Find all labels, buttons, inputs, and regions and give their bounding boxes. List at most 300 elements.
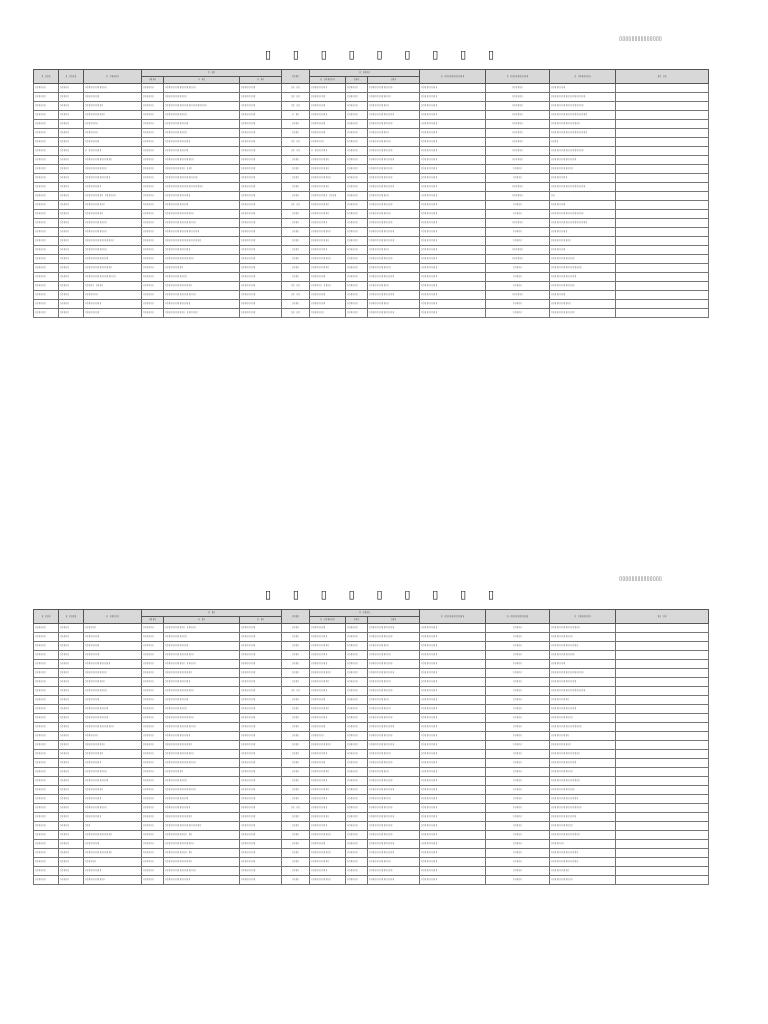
- table-cell: ▯▯▯▯▯▯▯▯▯▯▯▯▯▯: [368, 840, 420, 849]
- table-cell: ▯▯▯▯▯▯▯▯▯: [420, 822, 486, 831]
- table-cell: ▯▯▯▯▯▯: [142, 822, 164, 831]
- table-cell: ▯▯▯▯▯▯▯▯▯▯: [310, 678, 346, 687]
- table-cell: ▯▯▯▯▯▯▯▯: [310, 93, 346, 102]
- table-cell: ▯▯▯▯▯▯▯▯▯▯: [310, 264, 346, 273]
- table-body: [34, 624, 709, 885]
- table-cell: ▯▯▯▯▯▯▯▯▯: [420, 111, 486, 120]
- table-cell: ▯▯▯▯▯▯▯▯▯▯▯▯▯: [368, 633, 420, 642]
- table-row: [34, 696, 709, 705]
- table-cell: ▯▯▯▯▯▯▯▯▯▯▯▯▯▯▯: [550, 849, 616, 858]
- table-cell: ▯▯▯▯▯▯: [34, 660, 59, 669]
- column-header: ▯ ▯▯▯▯▯▯▯▯▯▯▯: [420, 610, 486, 624]
- table-cell: ▯▯▯▯▯▯▯▯▯: [420, 660, 486, 669]
- table-cell: ▯▯▯▯▯▯▯▯: [240, 111, 282, 120]
- table-cell: ▯▯▯▯▯▯▯▯▯▯▯: [310, 876, 346, 885]
- table-cell: ▯▯▯▯▯▯▯▯: [310, 273, 346, 282]
- table-cell: ▯▯▯▯▯▯▯▯: [310, 291, 346, 300]
- table-cell: ▯▯▯▯▯▯: [34, 669, 59, 678]
- table-cell: ▯▯▯▯: [282, 750, 310, 759]
- table-cell: ▯▯▯▯▯▯▯▯: [240, 678, 282, 687]
- table-cell: ▯▯▯▯: [282, 723, 310, 732]
- table-cell: ▯▯▯▯▯▯▯▯: [240, 210, 282, 219]
- table-cell: ▯▯▯: [84, 822, 142, 831]
- table-row: [34, 129, 709, 138]
- table-cell: [616, 228, 709, 237]
- table-cell: ▯▯▯▯▯▯▯▯▯: [310, 687, 346, 696]
- table-cell: ▯▯▯▯▯: [486, 660, 550, 669]
- table-cell: ▯▯▯▯▯: [486, 669, 550, 678]
- table-cell: ▯▯▯▯▯▯: [34, 624, 59, 633]
- table-cell: ▯▯▯▯▯▯: [346, 201, 368, 210]
- table-cell: ▯▯▯▯▯▯▯▯▯▯▯▯▯▯▯▯▯▯▯: [550, 93, 616, 102]
- table-row: [34, 840, 709, 849]
- table-cell: ▯▯▯▯▯▯: [142, 804, 164, 813]
- table-cell: ▯▯▯▯▯▯: [142, 849, 164, 858]
- table-cell: ▯▯▯▯▯▯: [346, 300, 368, 309]
- table-cell: ▯▯▯▯▯▯▯▯▯▯▯▯▯▯: [368, 111, 420, 120]
- table-cell: ▯▯▯▯▯▯▯▯▯▯▯▯▯: [550, 786, 616, 795]
- table-cell: ▯▯▯▯▯▯▯▯▯▯▯▯▯▯: [164, 192, 240, 201]
- table-row: [34, 300, 709, 309]
- table-cell: ▯▯▯▯▯▯▯▯: [240, 219, 282, 228]
- table-cell: ▯▯▯▯: [282, 822, 310, 831]
- table-cell: ▯▯▯▯▯: [59, 858, 84, 867]
- table-cell: [616, 120, 709, 129]
- table-cell: ▯▯▯▯▯▯: [346, 831, 368, 840]
- column-subheader: ▯ ▯▯: [240, 77, 282, 84]
- table-cell: ▯▯▯▯▯▯▯▯▯▯▯▯▯▯: [368, 273, 420, 282]
- table-cell: ▯▯▯▯: [282, 840, 310, 849]
- table-cell: ▯▯▯▯▯▯▯▯▯▯▯▯: [550, 768, 616, 777]
- table-cell: ▯▯ ▯▯: [282, 291, 310, 300]
- table-cell: ▯▯▯▯▯▯▯▯▯▯▯: [368, 102, 420, 111]
- table-cell: ▯▯▯▯▯▯▯▯▯▯▯▯▯▯▯▯▯▯▯: [550, 183, 616, 192]
- table-cell: ▯▯▯▯▯▯▯▯: [550, 84, 616, 93]
- table-cell: ▯▯▯▯▯: [486, 831, 550, 840]
- table-cell: ▯▯▯▯▯▯: [142, 660, 164, 669]
- table-cell: ▯▯▯▯▯▯▯▯▯▯▯: [310, 228, 346, 237]
- table-cell: ▯▯▯▯▯▯▯▯: [240, 660, 282, 669]
- table-cell: ▯▯▯▯▯▯▯▯: [240, 201, 282, 210]
- table-cell: ▯▯▯▯: [282, 165, 310, 174]
- table-cell: ▯▯▯▯▯▯▯▯▯▯: [310, 813, 346, 822]
- table-cell: ▯▯▯▯▯▯▯▯▯▯▯▯▯▯▯▯: [164, 210, 240, 219]
- table-cell: ▯▯▯▯▯: [59, 687, 84, 696]
- table-cell: ▯▯▯▯▯▯: [346, 840, 368, 849]
- table-cell: ▯▯▯▯▯▯▯▯▯: [310, 822, 346, 831]
- table-cell: ▯▯▯▯▯▯▯: [310, 138, 346, 147]
- table-cell: ▯▯▯▯▯▯: [486, 156, 550, 165]
- table-cell: ▯▯▯▯▯▯: [142, 669, 164, 678]
- table-cell: ▯▯▯▯▯: [59, 201, 84, 210]
- table-cell: [616, 831, 709, 840]
- table-cell: ▯▯▯▯▯▯▯▯▯▯▯▯▯▯: [368, 876, 420, 885]
- table-cell: ▯▯▯▯▯▯▯▯▯▯▯▯: [84, 804, 142, 813]
- table-cell: [616, 795, 709, 804]
- table-cell: ▯▯▯▯▯▯▯▯▯▯▯▯▯▯▯▯▯▯▯▯: [164, 822, 240, 831]
- table-cell: ▯▯▯▯▯▯: [34, 228, 59, 237]
- table-cell: ▯▯ ▯▯: [282, 687, 310, 696]
- table-cell: ▯▯▯▯▯▯▯▯▯: [420, 831, 486, 840]
- table-cell: ▯▯▯▯▯: [486, 687, 550, 696]
- table-cell: ▯▯▯▯▯▯▯▯▯▯: [84, 750, 142, 759]
- table-cell: ▯▯▯▯▯▯▯▯▯▯▯▯▯▯: [84, 174, 142, 183]
- table-cell: ▯▯▯▯▯: [59, 786, 84, 795]
- table-cell: ▯▯▯▯▯▯▯▯▯▯▯▯: [84, 165, 142, 174]
- table-cell: ▯▯▯▯▯▯: [34, 183, 59, 192]
- table-cell: ▯▯▯▯▯▯▯: [84, 732, 142, 741]
- table-cell: ▯▯▯▯▯▯: [142, 147, 164, 156]
- table-cell: ▯▯▯▯▯▯▯▯▯: [420, 696, 486, 705]
- table-cell: ▯▯▯▯▯▯: [142, 687, 164, 696]
- table-cell: ▯▯▯▯▯▯▯▯: [240, 759, 282, 768]
- table-cell: ▯▯▯▯▯▯: [346, 642, 368, 651]
- table-cell: ▯▯▯▯▯▯: [142, 705, 164, 714]
- table-cell: ▯▯▯▯▯▯▯▯▯: [420, 876, 486, 885]
- table-cell: ▯▯▯▯: [282, 633, 310, 642]
- table-cell: ▯▯▯▯▯▯▯▯▯: [420, 165, 486, 174]
- table-cell: ▯▯▯▯▯: [486, 273, 550, 282]
- table-cell: ▯▯▯▯▯▯▯▯▯: [420, 804, 486, 813]
- table-cell: ▯▯▯▯▯▯▯▯: [240, 723, 282, 732]
- table-cell: ▯▯▯▯▯▯▯▯▯▯▯▯▯: [368, 120, 420, 129]
- table-cell: ▯▯▯▯▯▯▯▯: [240, 876, 282, 885]
- table-cell: ▯▯▯▯▯▯: [34, 300, 59, 309]
- table-cell: ▯▯▯▯▯: [486, 651, 550, 660]
- table-cell: [616, 786, 709, 795]
- table-cell: ▯▯▯▯▯▯: [142, 714, 164, 723]
- table-cell: ▯▯▯▯: [282, 849, 310, 858]
- table-cell: [616, 102, 709, 111]
- table-cell: ▯▯▯▯: [282, 624, 310, 633]
- table-cell: ▯▯▯▯▯▯▯▯▯▯▯: [84, 876, 142, 885]
- table-cell: ▯▯▯▯▯▯▯: [84, 291, 142, 300]
- table-cell: ▯▯▯▯▯▯▯▯: [240, 138, 282, 147]
- table-cell: ▯▯▯▯▯: [59, 696, 84, 705]
- table-cell: ▯▯▯▯▯▯▯▯▯▯▯▯▯▯: [368, 237, 420, 246]
- table-cell: ▯▯▯▯▯▯▯▯▯▯▯▯▯▯: [164, 300, 240, 309]
- table-cell: ▯▯▯▯▯▯▯▯▯▯▯▯: [550, 633, 616, 642]
- table-row: [34, 147, 709, 156]
- table-cell: ▯▯▯▯▯▯▯▯▯▯▯▯▯: [368, 255, 420, 264]
- table-cell: ▯▯▯▯▯▯▯: [550, 840, 616, 849]
- table-cell: ▯▯▯▯▯▯▯▯▯▯▯▯▯▯▯: [164, 813, 240, 822]
- table-row: [34, 732, 709, 741]
- table-cell: ▯▯▯▯▯▯: [486, 84, 550, 93]
- table-cell: ▯▯▯▯▯▯: [34, 642, 59, 651]
- table-cell: ▯▯▯▯▯▯▯▯: [550, 246, 616, 255]
- table-cell: ▯▯▯▯▯▯▯▯▯▯: [310, 705, 346, 714]
- table-cell: ▯▯▯▯▯▯▯▯▯▯▯ ▯▯▯: [164, 165, 240, 174]
- table-cell: ▯▯▯▯▯▯: [142, 813, 164, 822]
- table-cell: ▯▯▯▯▯▯▯▯▯: [84, 300, 142, 309]
- table-cell: ▯▯▯▯▯▯▯▯: [310, 120, 346, 129]
- table-cell: ▯▯▯▯▯▯▯▯▯▯▯▯▯▯▯▯: [164, 156, 240, 165]
- table-cell: ▯▯▯▯▯▯: [142, 210, 164, 219]
- table-cell: ▯▯▯▯▯▯▯▯▯▯▯▯: [368, 705, 420, 714]
- table-cell: ▯▯▯▯▯▯▯▯▯▯▯▯: [84, 669, 142, 678]
- column-header: ▯ ▯▯▯▯▯▯▯▯▯▯▯: [420, 70, 486, 84]
- table-cell: ▯▯▯▯▯: [59, 741, 84, 750]
- table-cell: ▯▯▯▯▯▯▯▯▯▯▯: [368, 282, 420, 291]
- table-cell: ▯▯▯▯▯▯▯▯▯▯▯▯▯▯▯▯: [550, 624, 616, 633]
- table-cell: ▯▯▯▯▯: [486, 813, 550, 822]
- table-cell: ▯▯▯▯▯▯▯▯▯: [420, 192, 486, 201]
- table-row: [34, 714, 709, 723]
- table-cell: ▯▯▯▯▯▯▯▯▯: [420, 273, 486, 282]
- table-cell: ▯▯▯▯▯: [486, 786, 550, 795]
- table-cell: ▯▯▯▯▯: [59, 183, 84, 192]
- table-cell: ▯▯ ▯▯: [282, 93, 310, 102]
- table-cell: [616, 840, 709, 849]
- table-cell: ▯▯▯▯▯▯▯▯▯▯▯▯▯▯▯▯▯▯▯▯: [550, 219, 616, 228]
- table-cell: ▯▯▯▯▯▯: [142, 768, 164, 777]
- table-cell: ▯▯▯▯▯▯▯▯▯▯▯▯▯: [164, 696, 240, 705]
- table-cell: ▯▯▯▯▯▯▯▯▯: [310, 84, 346, 93]
- table-cell: ▯▯▯▯▯▯▯▯▯: [420, 795, 486, 804]
- table-cell: ▯▯▯▯▯▯: [34, 111, 59, 120]
- table-cell: ▯▯▯▯▯: [59, 309, 84, 318]
- table-cell: ▯▯▯▯▯▯: [346, 804, 368, 813]
- table-cell: ▯▯▯▯▯▯▯▯▯▯▯▯▯: [368, 867, 420, 876]
- table-cell: ▯▯▯▯▯▯: [142, 120, 164, 129]
- table-cell: ▯▯▯▯▯▯▯▯▯▯: [84, 210, 142, 219]
- table-cell: ▯▯▯▯▯▯▯▯▯▯▯▯▯▯▯: [84, 831, 142, 840]
- table-cell: [616, 642, 709, 651]
- table-cell: ▯▯▯▯▯▯▯▯: [550, 201, 616, 210]
- table-cell: ▯▯▯▯▯▯▯▯▯▯▯▯: [550, 876, 616, 885]
- column-header: ▯▯ ▯▯: [616, 70, 709, 84]
- table-cell: ▯▯▯▯▯▯: [346, 264, 368, 273]
- table-cell: ▯▯▯▯▯▯: [346, 138, 368, 147]
- table-cell: ▯▯▯▯▯▯▯▯: [240, 741, 282, 750]
- table-cell: ▯▯▯▯▯▯▯▯▯▯▯▯▯▯▯▯: [164, 255, 240, 264]
- table-cell: [616, 273, 709, 282]
- table-cell: ▯▯▯▯▯▯▯▯▯▯▯▯▯: [164, 201, 240, 210]
- table-cell: ▯▯▯▯▯▯▯▯▯▯: [550, 867, 616, 876]
- table-cell: ▯▯▯▯▯▯▯▯▯▯: [550, 732, 616, 741]
- table-row: [34, 822, 709, 831]
- table-cell: ▯▯▯▯▯▯▯▯: [310, 300, 346, 309]
- table-cell: ▯▯▯▯▯▯▯▯▯: [310, 246, 346, 255]
- table-cell: ▯▯▯▯▯▯▯▯▯▯▯▯▯▯: [550, 273, 616, 282]
- table-cell: ▯▯▯▯▯: [59, 804, 84, 813]
- table-cell: ▯▯▯▯▯▯: [142, 255, 164, 264]
- table-cell: [616, 84, 709, 93]
- table-cell: ▯▯▯▯▯▯: [142, 696, 164, 705]
- table-cell: ▯▯▯▯▯▯: [142, 858, 164, 867]
- table-cell: [616, 849, 709, 858]
- table-cell: ▯▯▯▯▯: [486, 840, 550, 849]
- table-row: [34, 93, 709, 102]
- table-cell: ▯▯▯▯▯▯: [346, 876, 368, 885]
- table-cell: ▯▯▯▯▯▯: [142, 291, 164, 300]
- table-cell: ▯▯▯▯▯▯▯▯▯▯▯▯▯▯▯▯▯▯▯▯: [550, 111, 616, 120]
- table-cell: ▯▯▯▯▯▯: [34, 93, 59, 102]
- table-cell: ▯▯▯▯▯▯▯▯▯▯▯▯: [84, 768, 142, 777]
- table-cell: ▯▯▯▯▯▯: [346, 210, 368, 219]
- table-cell: ▯▯▯▯▯▯▯▯: [310, 696, 346, 705]
- table-cell: ▯▯▯▯▯▯▯▯▯▯▯▯▯▯: [368, 669, 420, 678]
- table-cell: ▯▯▯▯▯: [486, 174, 550, 183]
- table-cell: ▯▯▯▯▯▯▯▯▯▯▯▯▯: [164, 795, 240, 804]
- table-cell: ▯▯▯▯▯▯: [486, 219, 550, 228]
- table-cell: ▯▯▯▯▯▯▯▯▯▯▯: [550, 237, 616, 246]
- table-cell: ▯▯▯▯▯▯: [34, 687, 59, 696]
- table-cell: ▯▯▯▯▯▯ ▯▯▯▯: [310, 282, 346, 291]
- table-cell: ▯▯▯▯▯▯▯▯▯▯▯▯▯▯▯▯▯▯▯▯▯▯▯: [164, 102, 240, 111]
- table-cell: ▯▯▯▯▯▯▯▯: [240, 768, 282, 777]
- table-cell: ▯▯▯▯▯▯: [34, 786, 59, 795]
- column-header: ▯ ▯▯▯: [34, 610, 59, 624]
- table-cell: ▯▯ ▯▯: [282, 84, 310, 93]
- table-cell: ▯▯▯▯▯: [486, 165, 550, 174]
- table-cell: ▯▯▯▯▯▯▯▯▯: [420, 210, 486, 219]
- table-cell: [616, 210, 709, 219]
- table-cell: ▯▯▯▯▯▯▯▯▯▯▯▯: [368, 651, 420, 660]
- table-cell: ▯▯▯▯▯: [486, 723, 550, 732]
- table-cell: ▯▯▯▯▯: [59, 759, 84, 768]
- table-cell: ▯▯▯▯: [550, 138, 616, 147]
- table-cell: ▯▯▯▯▯▯▯▯▯▯▯▯▯: [368, 831, 420, 840]
- table-cell: ▯▯▯▯▯▯: [142, 228, 164, 237]
- table-cell: ▯▯▯▯▯▯▯▯: [240, 156, 282, 165]
- table-cell: ▯▯▯▯▯▯▯▯▯▯: [310, 786, 346, 795]
- table-cell: [616, 876, 709, 885]
- table-cell: ▯▯▯▯▯▯▯▯▯▯▯▯▯▯▯▯: [164, 750, 240, 759]
- table-cell: ▯▯▯▯: [282, 300, 310, 309]
- table-cell: ▯▯▯▯▯▯▯▯▯: [420, 741, 486, 750]
- table-cell: ▯▯▯▯▯▯▯: [84, 120, 142, 129]
- table-cell: [616, 732, 709, 741]
- column-subheader: ▯▯▯: [368, 77, 420, 84]
- table-cell: ▯▯▯▯▯▯▯▯: [240, 93, 282, 102]
- table-cell: ▯▯▯▯▯▯▯▯▯: [420, 633, 486, 642]
- table-cell: ▯▯ ▯▯: [282, 102, 310, 111]
- table-cell: [616, 219, 709, 228]
- table-row: [34, 804, 709, 813]
- table-cell: ▯▯▯▯▯▯▯▯▯▯▯▯▯▯▯▯▯: [550, 804, 616, 813]
- table-cell: ▯▯▯▯: [282, 714, 310, 723]
- table-cell: ▯▯▯▯▯▯: [142, 156, 164, 165]
- table-cell: ▯▯▯▯▯▯▯▯▯▯▯▯▯: [84, 777, 142, 786]
- table-cell: ▯▯▯▯▯▯: [346, 624, 368, 633]
- table-cell: ▯▯▯▯▯: [486, 714, 550, 723]
- table-cell: ▯▯▯▯▯: [59, 669, 84, 678]
- table-cell: ▯▯▯▯▯▯: [346, 183, 368, 192]
- table-cell: ▯▯▯▯▯▯: [34, 255, 59, 264]
- table-cell: ▯▯▯▯▯▯: [346, 156, 368, 165]
- table-cell: ▯▯▯▯▯▯▯▯▯▯▯▯ ▯▯: [164, 831, 240, 840]
- table-cell: ▯▯▯▯▯▯▯▯▯▯▯: [84, 201, 142, 210]
- table-cell: ▯▯▯▯▯▯▯▯: [240, 165, 282, 174]
- table-cell: ▯▯▯▯▯▯▯▯▯▯▯▯▯▯: [368, 624, 420, 633]
- table-cell: ▯▯▯▯▯▯: [34, 831, 59, 840]
- table-cell: ▯▯▯▯▯: [486, 642, 550, 651]
- table-cell: ▯▯▯▯▯▯: [34, 768, 59, 777]
- table-cell: ▯▯▯▯▯▯▯▯▯▯: [310, 183, 346, 192]
- table-cell: ▯▯▯▯▯▯▯▯▯▯▯▯▯▯▯▯▯: [164, 291, 240, 300]
- table-cell: ▯▯▯▯▯: [59, 192, 84, 201]
- table-cell: ▯▯▯▯▯▯: [346, 813, 368, 822]
- table-cell: ▯▯▯▯▯▯: [346, 768, 368, 777]
- table-row: [34, 309, 709, 318]
- table-cell: ▯▯▯▯▯▯▯▯▯: [420, 84, 486, 93]
- table-cell: ▯▯▯▯▯▯: [34, 309, 59, 318]
- table-cell: ▯▯▯▯▯▯▯▯▯▯▯▯▯▯: [84, 660, 142, 669]
- table-cell: ▯▯▯▯▯▯: [142, 732, 164, 741]
- table-row: [34, 255, 709, 264]
- table-cell: ▯▯▯▯▯▯: [346, 849, 368, 858]
- table-cell: ▯▯▯▯▯▯: [142, 759, 164, 768]
- table-cell: ▯▯▯▯▯▯▯▯▯: [310, 777, 346, 786]
- table-cell: ▯▯▯▯▯▯▯▯: [240, 624, 282, 633]
- table-cell: [616, 687, 709, 696]
- table-header: [34, 610, 709, 624]
- table-cell: ▯▯▯▯▯▯▯▯▯▯▯▯▯▯▯▯▯▯: [164, 174, 240, 183]
- table-cell: ▯▯▯▯▯▯▯▯▯▯▯▯▯▯▯▯: [164, 714, 240, 723]
- table-cell: ▯▯▯▯▯▯▯▯▯▯▯: [310, 174, 346, 183]
- table-cell: ▯▯▯▯: [282, 219, 310, 228]
- table-header: [34, 70, 709, 84]
- table-cell: ▯▯ ▯▯: [282, 804, 310, 813]
- table-cell: ▯▯▯▯▯▯: [346, 228, 368, 237]
- table-cell: ▯▯▯▯▯▯▯▯: [240, 822, 282, 831]
- table-cell: ▯▯▯▯▯▯▯▯▯▯ ▯▯▯▯▯▯: [84, 192, 142, 201]
- table-row: [34, 237, 709, 246]
- table-cell: ▯▯▯▯▯▯▯▯▯▯▯▯▯▯: [368, 156, 420, 165]
- table-cell: ▯▯▯▯: [282, 237, 310, 246]
- table-cell: [616, 129, 709, 138]
- table-cell: ▯▯: [550, 192, 616, 201]
- table-cell: ▯▯▯▯▯▯▯▯▯: [420, 777, 486, 786]
- table-cell: ▯▯▯▯▯▯▯▯▯▯: [310, 768, 346, 777]
- table-cell: ▯▯▯▯▯▯▯▯▯▯▯▯▯▯▯▯▯▯: [550, 147, 616, 156]
- table-cell: ▯▯▯▯▯▯▯▯▯▯▯▯: [550, 165, 616, 174]
- table-cell: ▯▯▯▯▯▯: [34, 714, 59, 723]
- table-cell: ▯▯▯▯: [282, 660, 310, 669]
- table-cell: ▯▯▯▯▯▯: [346, 777, 368, 786]
- table-cell: ▯▯▯▯▯▯: [84, 858, 142, 867]
- table-cell: ▯▯▯▯▯▯▯▯: [240, 795, 282, 804]
- table-cell: ▯▯▯▯▯▯▯▯▯▯: [310, 642, 346, 651]
- table-cell: ▯▯▯▯▯▯▯▯▯▯▯▯▯: [550, 309, 616, 318]
- table-cell: ▯▯▯▯▯: [59, 120, 84, 129]
- table-row: [34, 849, 709, 858]
- table-cell: ▯▯▯▯▯▯: [142, 876, 164, 885]
- table-cell: ▯▯▯▯▯▯: [486, 138, 550, 147]
- table-cell: [616, 237, 709, 246]
- table-row: [34, 264, 709, 273]
- table-cell: ▯▯▯▯▯▯: [34, 264, 59, 273]
- column-subheader: ▯ ▯▯▯▯▯▯: [310, 617, 346, 624]
- table-cell: ▯▯▯▯▯▯: [486, 183, 550, 192]
- table-cell: ▯▯▯▯▯▯▯▯▯: [420, 714, 486, 723]
- column-header: ▯ ▯▯▯▯▯▯▯▯▯▯: [486, 610, 550, 624]
- table-cell: [616, 147, 709, 156]
- table-cell: ▯▯▯▯▯▯: [142, 309, 164, 318]
- table-body: [34, 84, 709, 318]
- table-cell: ▯▯▯▯▯▯: [142, 273, 164, 282]
- table-cell: ▯▯▯▯: [282, 255, 310, 264]
- column-subheader: ▯ ▯▯: [240, 617, 282, 624]
- table-cell: ▯▯▯▯▯: [486, 696, 550, 705]
- table-cell: ▯▯▯▯▯▯▯▯▯▯▯▯▯: [84, 255, 142, 264]
- table-cell: ▯▯▯▯▯▯▯▯▯▯▯▯▯▯▯: [164, 282, 240, 291]
- table-cell: ▯▯▯▯▯: [486, 777, 550, 786]
- table-cell: ▯▯▯▯▯▯▯▯: [310, 102, 346, 111]
- table-cell: ▯▯▯▯▯▯▯▯▯: [84, 759, 142, 768]
